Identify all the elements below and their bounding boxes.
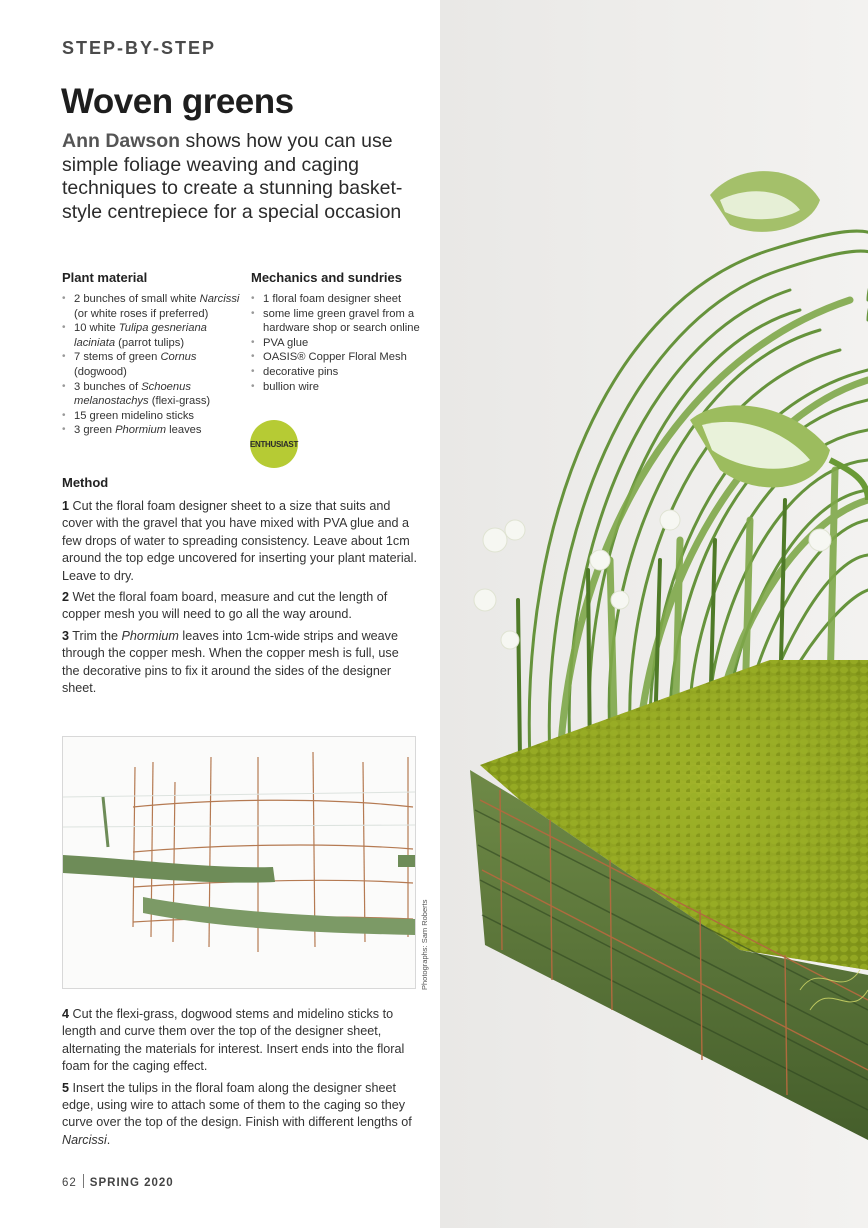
page-footer bbox=[62, 1174, 174, 1189]
list-item: • decorative pins bbox=[251, 365, 431, 380]
method-step: 4 Cut the flexi-grass, dogwood stems and midelino sticks to length and curve them over the top of the designer sheet, alternating the materials for interest. Insert ends into the floral foam for the caging effect. bbox=[62, 1007, 405, 1074]
list-item: • 15 green midelino sticks bbox=[62, 409, 242, 424]
list-item: • 3 green Phormium leaves bbox=[62, 423, 242, 438]
method-heading: Method bbox=[62, 475, 109, 490]
list-item: • PVA glue bbox=[251, 336, 431, 351]
method-section bbox=[62, 475, 418, 701]
method-section-continued bbox=[62, 1006, 418, 1153]
footer-separator bbox=[83, 1174, 84, 1188]
standfirst bbox=[62, 130, 422, 224]
centrepiece-photo bbox=[440, 0, 868, 1228]
standfirst-text: shows how you can use simple foliage weaving and caging techniques to create a stunning basket-style centrepiece for a special occasion bbox=[62, 130, 403, 223]
author-name: Ann Dawson bbox=[62, 130, 181, 152]
list-item: • 3 bunches of Schoenus melanostachys (flexi-grass) bbox=[62, 380, 242, 409]
skill-level-badge: ENTHUSIAST bbox=[250, 420, 298, 468]
method-step: 1 Cut the floral foam designer sheet to a size that suits and cover with the gravel that you have mixed with PVA glue and a few drops of water to spreading consistency. Leave about 1cm around the top edge uncovered for inserting your plant material. Leave to dry. bbox=[62, 499, 417, 583]
centrepiece-illustration bbox=[440, 0, 868, 1228]
method-steps-4-5 bbox=[62, 1006, 418, 1149]
list-item: • 1 floral foam designer sheet bbox=[251, 292, 431, 307]
method-steps-1-3 bbox=[62, 498, 418, 697]
photo-credit: Photographs: Sam Roberts bbox=[420, 899, 429, 990]
section-kicker: STEP-BY-STEP bbox=[62, 38, 217, 58]
mechanics-list bbox=[251, 270, 431, 394]
method-step: 2 Wet the floral foam board, measure and cut the length of copper mesh you will need to go all the way around. bbox=[62, 590, 388, 622]
list-item: • 10 white Tulipa gesneriana laciniata (parrot tulips) bbox=[62, 321, 242, 350]
list-item: • 2 bunches of small white Narcissi (or white roses if preferred) bbox=[62, 292, 242, 321]
mesh-weaving-photo bbox=[62, 736, 416, 989]
mechanics-items bbox=[251, 292, 431, 394]
issue-season: SPRING 2020 bbox=[89, 1177, 174, 1189]
mechanics-heading: Mechanics and sundries bbox=[251, 270, 402, 285]
method-step: 3 Trim the Phormium leaves into 1cm-wide strips and weave through the copper mesh. When the copper mesh is full, use the decorative pins to fix it around the sides of the designer sheet. bbox=[62, 628, 399, 696]
plant-material-list bbox=[62, 270, 242, 438]
plant-material-items bbox=[62, 292, 242, 438]
plant-material-heading: Plant material bbox=[62, 270, 148, 285]
list-item: • bullion wire bbox=[251, 380, 431, 395]
page-number: 62 bbox=[62, 1177, 77, 1189]
list-item: • 7 stems of green Cornus (dogwood) bbox=[62, 350, 242, 379]
list-item: • OASIS® Copper Floral Mesh bbox=[251, 350, 431, 365]
method-step: 5 Insert the tulips in the floral foam along the designer sheet edge, using wire to attach some of them to the caging so they curve over the top of the design. Finish with different lengths of Narcissi. bbox=[62, 1080, 412, 1147]
mesh-illustration bbox=[63, 737, 415, 988]
article-title: Woven greens bbox=[61, 82, 294, 121]
list-item: • some lime green gravel from a hardware shop or search online bbox=[251, 307, 431, 336]
